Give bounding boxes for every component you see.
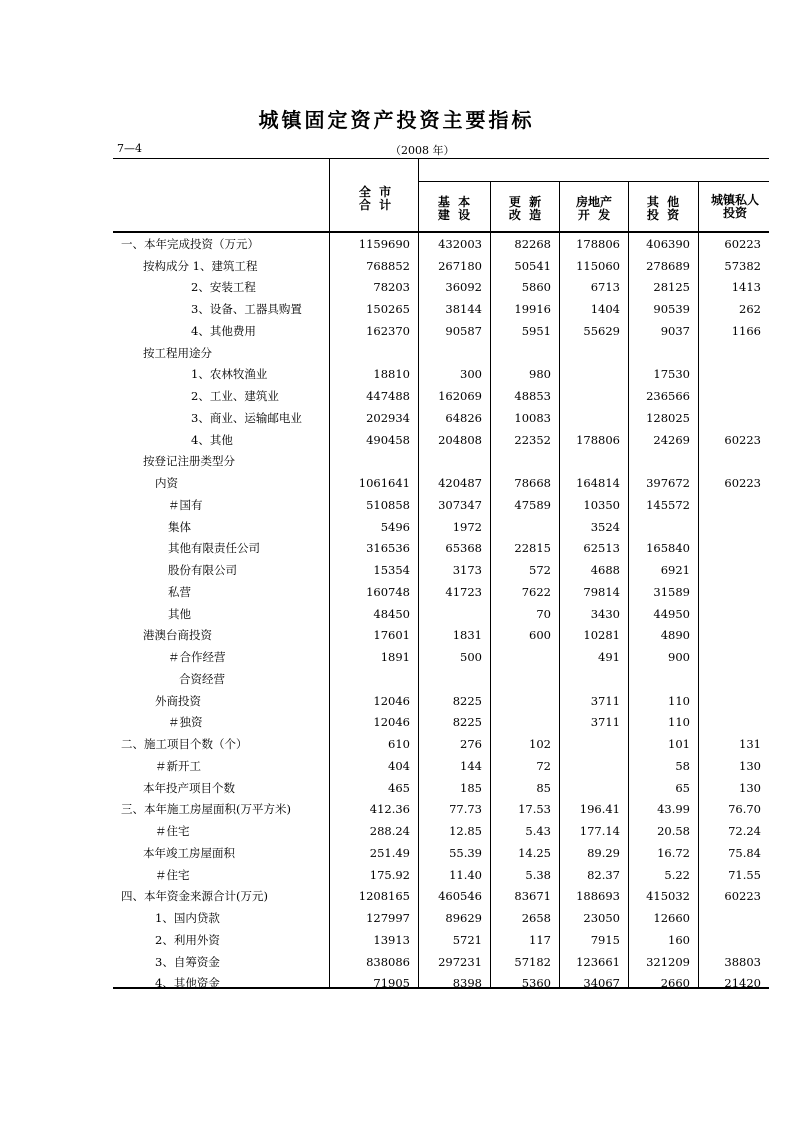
investment-table [113, 233, 769, 994]
cell-value: 3430 [590, 606, 620, 621]
cell-value: 600 [529, 628, 551, 643]
cell-value [329, 668, 418, 690]
cell-value: 65 [675, 780, 690, 795]
cell-value: 71.55 [728, 867, 761, 882]
cell-value: 82268 [514, 236, 551, 251]
table-row [113, 733, 769, 755]
row-label: 本年投产项目个数 [143, 780, 235, 795]
cell-value: 83671 [514, 889, 551, 904]
cell-value [698, 559, 769, 581]
cell-value [698, 516, 769, 538]
cell-value: 58 [675, 758, 690, 773]
cell-value: 36092 [445, 280, 482, 295]
page-title: 城镇固定资产投资主要指标 [258, 108, 535, 132]
cell-value: 202934 [366, 410, 410, 425]
cell-value [698, 494, 769, 516]
cell-value: 262 [739, 302, 761, 317]
cell-value: 1166 [731, 323, 761, 338]
table-row [113, 864, 769, 886]
table-row [113, 407, 769, 429]
cell-value [628, 342, 698, 364]
cell-value: 90539 [653, 302, 690, 317]
cell-value: 60223 [724, 889, 761, 904]
row-label: 一、本年完成投资（万元） [121, 236, 259, 251]
row-label: 按登记注册类型分 [143, 454, 235, 469]
table-row [113, 385, 769, 407]
cell-value: 102 [529, 737, 551, 752]
cell-value: 60223 [724, 432, 761, 447]
row-label: 按构成分 1、建筑工程 [143, 258, 258, 273]
cell-value: 980 [529, 367, 551, 382]
cell-value: 12046 [373, 715, 410, 730]
cell-value [418, 342, 490, 364]
cell-value: 7622 [521, 584, 551, 599]
row-label: 3、自筹资金 [155, 954, 220, 969]
table-row [113, 581, 769, 603]
cell-value: 5721 [452, 932, 482, 947]
cell-value: 28125 [653, 280, 690, 295]
cell-value: 510858 [366, 497, 410, 512]
cell-value: 21420 [724, 976, 761, 991]
cell-value [329, 342, 418, 364]
cell-value [628, 668, 698, 690]
cell-value: 89.29 [587, 845, 620, 860]
cell-value: 8225 [452, 715, 482, 730]
cell-value: 420487 [438, 476, 482, 491]
cell-value [490, 690, 559, 712]
cell-value [698, 603, 769, 625]
cell-value: 278689 [646, 258, 690, 273]
cell-value: 78203 [373, 280, 410, 295]
cell-value: 123661 [576, 954, 620, 969]
cell-value: 4890 [660, 628, 690, 643]
cell-value: 572 [529, 563, 551, 578]
cell-value: 22815 [514, 541, 551, 556]
cell-value [559, 385, 628, 407]
top-rule [113, 158, 769, 159]
cell-value [490, 646, 559, 668]
cell-value [559, 451, 628, 473]
cell-value: 13913 [373, 932, 410, 947]
cell-value [559, 364, 628, 386]
cell-value: 110 [668, 693, 690, 708]
table-row [113, 342, 769, 364]
cell-value: 1972 [452, 519, 482, 534]
cell-value: 17530 [653, 367, 690, 382]
table-row [113, 233, 769, 255]
cell-value: 48853 [514, 389, 551, 404]
cell-value: 8398 [452, 976, 482, 991]
cell-value: 5.38 [525, 867, 551, 882]
cell-value [490, 451, 559, 473]
cell-value: 55629 [583, 323, 620, 338]
cell-value: 89629 [445, 911, 482, 926]
cell-value [418, 668, 490, 690]
row-label: 股份有限公司 [168, 563, 237, 578]
cell-value: 9037 [660, 323, 690, 338]
cell-value [559, 407, 628, 429]
cell-value: 1208165 [358, 889, 410, 904]
table-code: 7—4 [117, 142, 142, 155]
cell-value: 1404 [590, 302, 620, 317]
cell-value [698, 407, 769, 429]
table-row [113, 625, 769, 647]
cell-value: 75.84 [728, 845, 761, 860]
cell-value: 415032 [646, 889, 690, 904]
cell-value [698, 538, 769, 560]
cell-value: 72 [536, 758, 551, 773]
table-row [113, 712, 769, 734]
cell-value: 406390 [646, 236, 690, 251]
cell-value [418, 451, 490, 473]
cell-value: 5951 [521, 323, 551, 338]
cell-value: 60223 [724, 476, 761, 491]
cell-value: 178806 [576, 236, 620, 251]
cell-value: 115060 [576, 258, 620, 273]
cell-value [490, 342, 559, 364]
cell-value: 1159690 [358, 236, 410, 251]
row-label: 2、安装工程 [191, 280, 256, 295]
column-header-private: 城镇私人 投资 [710, 193, 759, 220]
cell-value [698, 712, 769, 734]
cell-value: 90587 [445, 323, 482, 338]
cell-value: 460546 [438, 889, 482, 904]
cell-value: 307347 [438, 497, 482, 512]
cell-value [698, 929, 769, 951]
table-row [113, 777, 769, 799]
cell-value: 43.99 [657, 802, 690, 817]
cell-value: 70 [536, 606, 551, 621]
cell-value: 12046 [373, 693, 410, 708]
cell-value: 82.37 [587, 867, 620, 882]
table-row [113, 690, 769, 712]
table-row [113, 298, 769, 320]
cell-value: 465 [388, 780, 410, 795]
row-label: 2、利用外资 [155, 932, 220, 947]
cell-value: 300 [460, 367, 482, 382]
cell-value [698, 342, 769, 364]
cell-value: 16.72 [657, 845, 690, 860]
column-header-total: 全 市 合 计 [358, 185, 392, 212]
cell-value: 7915 [590, 932, 620, 947]
cell-value: 57182 [514, 954, 551, 969]
cell-value: 150265 [366, 302, 410, 317]
table-row [113, 494, 769, 516]
row-label: ＃新开工 [155, 758, 201, 773]
cell-value: 1891 [380, 650, 410, 665]
cell-value [490, 516, 559, 538]
cell-value: 204808 [438, 432, 482, 447]
cell-value: 2658 [521, 911, 551, 926]
cell-value: 1061641 [358, 476, 410, 491]
cell-value: 17.53 [518, 802, 551, 817]
cell-value [698, 625, 769, 647]
cell-value: 60223 [724, 236, 761, 251]
table-row [113, 364, 769, 386]
cell-value: 490458 [366, 432, 410, 447]
cell-value: 79814 [583, 584, 620, 599]
cell-value: 78668 [514, 476, 551, 491]
cell-value: 71905 [373, 976, 410, 991]
cell-value: 175.92 [369, 867, 410, 882]
row-label: 4、其他 [191, 432, 233, 447]
row-label: 二、施工项目个数（个） [121, 737, 248, 752]
cell-value: 3173 [452, 563, 482, 578]
header-subrule [418, 181, 769, 182]
row-label: 3、商业、运输邮电业 [191, 410, 302, 425]
row-label: ＃住宅 [155, 867, 190, 882]
cell-value: 188693 [576, 889, 620, 904]
row-label: 合资经营 [179, 671, 225, 686]
cell-value: 610 [388, 737, 410, 752]
cell-value: 65368 [445, 541, 482, 556]
row-label: 按工程用途分 [143, 345, 212, 360]
cell-value: 77.73 [449, 802, 482, 817]
cell-value: 276 [460, 737, 482, 752]
cell-value: 404 [388, 758, 410, 773]
row-label: 集体 [168, 519, 191, 534]
cell-value: 297231 [438, 954, 482, 969]
table-row [113, 951, 769, 973]
cell-value: 10350 [583, 497, 620, 512]
cell-value: 44950 [653, 606, 690, 621]
table-row [113, 277, 769, 299]
cell-value: 196.41 [579, 802, 620, 817]
cell-value: 4688 [590, 563, 620, 578]
row-label: 1、农林牧渔业 [191, 367, 268, 382]
cell-value [559, 777, 628, 799]
cell-value: 185 [460, 780, 482, 795]
cell-value [698, 364, 769, 386]
cell-value: 11.40 [449, 867, 482, 882]
table-row [113, 799, 769, 821]
cell-value: 41723 [445, 584, 482, 599]
cell-value [698, 581, 769, 603]
cell-value: 18810 [373, 367, 410, 382]
cell-value: 31589 [653, 584, 690, 599]
cell-value: 500 [460, 650, 482, 665]
cell-value: 1413 [731, 280, 761, 295]
row-label: 港澳台商投资 [143, 628, 212, 643]
column-header-real-estate: 房地产 开 发 [575, 195, 612, 222]
cell-value [559, 733, 628, 755]
cell-value: 85 [536, 780, 551, 795]
cell-value: 64826 [445, 410, 482, 425]
row-label: ＃独资 [168, 715, 203, 730]
cell-value: 164814 [576, 476, 620, 491]
cell-value: 5496 [380, 519, 410, 534]
cell-value: 22352 [514, 432, 551, 447]
cell-value: 10083 [514, 410, 551, 425]
column-header-other-investment: 其 他 投 资 [646, 195, 680, 222]
cell-value: 48450 [373, 606, 410, 621]
cell-value: 6921 [660, 563, 690, 578]
column-header-renovation: 更 新 改 造 [508, 195, 542, 222]
row-label: 2、工业、建筑业 [191, 389, 279, 404]
table-row [113, 451, 769, 473]
table-row [113, 538, 769, 560]
cell-value [698, 646, 769, 668]
cell-value: 412.36 [369, 802, 410, 817]
table-year: （2008 年） [390, 144, 455, 157]
cell-value: 165840 [646, 541, 690, 556]
cell-value [490, 668, 559, 690]
cell-value: 145572 [646, 497, 690, 512]
cell-value: 3711 [590, 715, 620, 730]
table-row [113, 755, 769, 777]
cell-value: 20.58 [657, 824, 690, 839]
cell-value: 110 [668, 715, 690, 730]
cell-value: 130 [739, 780, 761, 795]
cell-value: 1831 [452, 628, 482, 643]
row-label: ＃合作经营 [168, 650, 226, 665]
row-label: 私营 [168, 584, 191, 599]
table-row [113, 886, 769, 908]
cell-value: 15354 [373, 563, 410, 578]
table-row [113, 320, 769, 342]
cell-value: 162370 [366, 323, 410, 338]
table-row [113, 907, 769, 929]
cell-value: 162069 [438, 389, 482, 404]
cell-value [559, 755, 628, 777]
cell-value: 131 [739, 737, 761, 752]
table-row [113, 559, 769, 581]
cell-value [559, 342, 628, 364]
cell-value: 160748 [366, 584, 410, 599]
cell-value: 2660 [660, 976, 690, 991]
cell-value: 38803 [724, 954, 761, 969]
table-row [113, 842, 769, 864]
row-label: 4、其他费用 [191, 323, 256, 338]
table-row [113, 973, 769, 995]
row-label: ＃国有 [168, 497, 203, 512]
cell-value: 12.85 [449, 824, 482, 839]
cell-value: 236566 [646, 389, 690, 404]
cell-value: 127997 [366, 911, 410, 926]
cell-value: 768852 [366, 258, 410, 273]
cell-value: 55.39 [449, 845, 482, 860]
table-row [113, 429, 769, 451]
row-label: ＃住宅 [155, 824, 190, 839]
cell-value [628, 451, 698, 473]
cell-value: 24269 [653, 432, 690, 447]
cell-value: 251.49 [369, 845, 410, 860]
cell-value: 491 [598, 650, 620, 665]
table-row [113, 646, 769, 668]
cell-value: 23050 [583, 911, 620, 926]
cell-value: 3711 [590, 693, 620, 708]
cell-value: 38144 [445, 302, 482, 317]
table-row [113, 668, 769, 690]
cell-value: 5.22 [664, 867, 690, 882]
cell-value: 447488 [366, 389, 410, 404]
cell-value: 17601 [373, 628, 410, 643]
column-header-capital-construction: 基 本 建 设 [437, 195, 471, 222]
cell-value [559, 668, 628, 690]
table-row [113, 255, 769, 277]
cell-value: 321209 [646, 954, 690, 969]
cell-value: 47589 [514, 497, 551, 512]
cell-value: 288.24 [369, 824, 410, 839]
table-row [113, 820, 769, 842]
cell-value: 160 [668, 932, 690, 947]
cell-value: 34067 [583, 976, 620, 991]
cell-value: 76.70 [728, 802, 761, 817]
row-label: 内资 [155, 476, 178, 491]
cell-value: 101 [668, 737, 690, 752]
cell-value [698, 690, 769, 712]
row-label: 4、其他资金 [155, 976, 220, 991]
cell-value [698, 668, 769, 690]
cell-value: 5860 [521, 280, 551, 295]
cell-value: 57382 [724, 258, 761, 273]
cell-value: 62513 [583, 541, 620, 556]
table-row [113, 929, 769, 951]
cell-value: 12660 [653, 911, 690, 926]
row-label: 3、设备、工器具购置 [191, 302, 302, 317]
row-label: 1、国内贷款 [155, 911, 220, 926]
cell-value: 14.25 [518, 845, 551, 860]
cell-value [698, 451, 769, 473]
cell-value: 316536 [366, 541, 410, 556]
cell-value [329, 451, 418, 473]
cell-value: 128025 [646, 410, 690, 425]
cell-value [490, 712, 559, 734]
cell-value: 19916 [514, 302, 551, 317]
cell-value: 5.43 [525, 824, 551, 839]
table-row [113, 472, 769, 494]
cell-value: 50541 [514, 258, 551, 273]
table-row [113, 516, 769, 538]
cell-value: 3524 [590, 519, 620, 534]
cell-value: 130 [739, 758, 761, 773]
cell-value: 397672 [646, 476, 690, 491]
cell-value: 267180 [438, 258, 482, 273]
row-label: 四、本年资金来源合计(万元) [121, 889, 268, 904]
cell-value [418, 603, 490, 625]
cell-value: 72.24 [728, 824, 761, 839]
cell-value: 10281 [583, 628, 620, 643]
table-row [113, 603, 769, 625]
row-label: 外商投资 [155, 693, 201, 708]
cell-value: 117 [529, 932, 551, 947]
row-label: 其他有限责任公司 [168, 541, 260, 556]
row-label: 本年竣工房屋面积 [143, 845, 235, 860]
row-label: 其他 [168, 606, 191, 621]
row-label: 三、本年施工房屋面积(万平方米) [121, 802, 291, 817]
cell-value: 144 [460, 758, 482, 773]
cell-value [698, 907, 769, 929]
cell-value: 8225 [452, 693, 482, 708]
cell-value: 838086 [366, 954, 410, 969]
cell-value [628, 516, 698, 538]
cell-value: 6713 [590, 280, 620, 295]
cell-value: 177.14 [579, 824, 620, 839]
cell-value: 178806 [576, 432, 620, 447]
cell-value [698, 385, 769, 407]
cell-value: 432003 [438, 236, 482, 251]
cell-value: 5360 [521, 976, 551, 991]
cell-value: 900 [668, 650, 690, 665]
